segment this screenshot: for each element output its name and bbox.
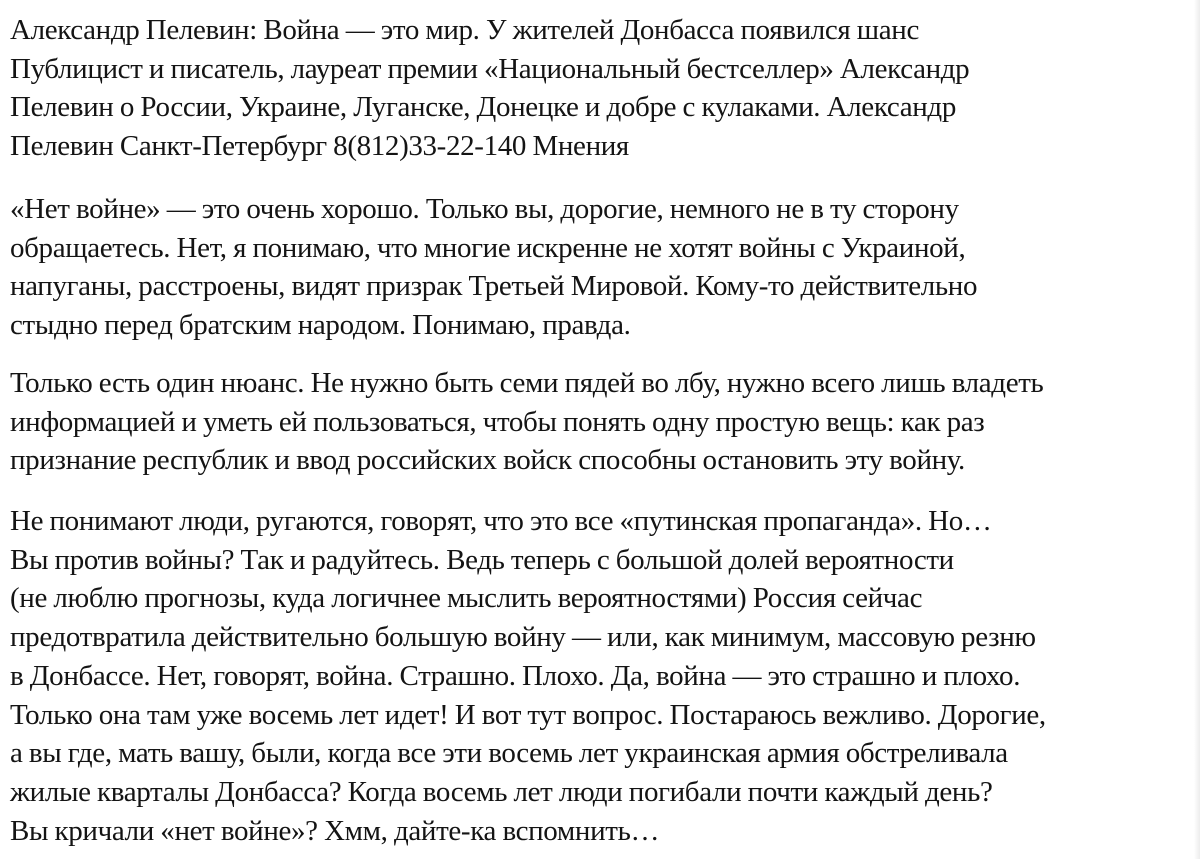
- text-line: предотвратила действительно большую войну — или, как минимум, массовую резню: [10, 621, 1036, 654]
- page-edge-shadow: [1194, 0, 1200, 859]
- text-line: (не люблю прогнозы, куда логичнее мыслить вероятностями) Россия сейчас: [10, 582, 923, 615]
- text-line: а вы где, мать вашу, были, когда все эти восемь лет украинская армия обстреливала: [10, 737, 1008, 770]
- text-line: жилые кварталы Донбасса? Когда восемь лет люди погибали почти каждый день?: [10, 775, 993, 808]
- paragraph-2: [10, 364, 1192, 480]
- text-line: «Нет войне» — это очень хорошо. Только вы, дорогие, немного не в ту сторону: [10, 193, 959, 225]
- text-line: Только она там уже восемь лет идет! И вот тут вопрос. Постараюсь вежливо. Дорогие,: [10, 698, 1046, 731]
- text-line: Публицист и писатель, лауреат премии «Национальный бестселлер» Александр: [10, 52, 970, 85]
- text-line: Пелевин о России, Украине, Луганске, Донецке и добре с кулаками. Александр: [10, 91, 956, 124]
- text-line: Вы против войны? Так и радуйтесь. Ведь теперь с большой долей вероятности: [10, 543, 954, 576]
- text-line: Вы кричали «нет войне»? Хмм, дайте-ка вспомнить…: [10, 814, 660, 847]
- text-line: Александр Пелевин: Война — это мир. У жителей Донбасса появился шанс: [10, 14, 919, 46]
- text-line: информацией и уметь ей пользоваться, чтобы понять одну простую вещь: как раз: [10, 405, 985, 438]
- paragraph-1: [10, 190, 1192, 345]
- text-line: напуганы, расстроены, видят призрак Третьей Мировой. Кому-то действительно: [10, 270, 978, 303]
- text-line: Только есть один нюанс. Не нужно быть семи пядей во лбу, нужно всего лишь владеть: [10, 367, 1044, 399]
- text-line: обращаетесь. Нет, я понимаю, что многие искренне не хотят войны с Украиной,: [10, 231, 966, 264]
- text-line: Не понимают люди, ругаются, говорят, что это все «путинская пропаганда». Но…: [10, 505, 992, 537]
- text-line: признание республик и ввод российских войск способны остановить эту войну.: [10, 444, 965, 477]
- text-line: Пелевин Санкт-Петербург 8(812)33-22-140 Мнения: [10, 130, 629, 163]
- text-line: стыдно перед братским народом. Понимаю, правда.: [10, 309, 631, 342]
- text-line: в Донбассе. Нет, говорят, война. Страшно. Плохо. Да, война — это страшно и плохо.: [10, 659, 1021, 692]
- paragraph-header: [10, 11, 1192, 166]
- paragraph-3: [10, 502, 1192, 850]
